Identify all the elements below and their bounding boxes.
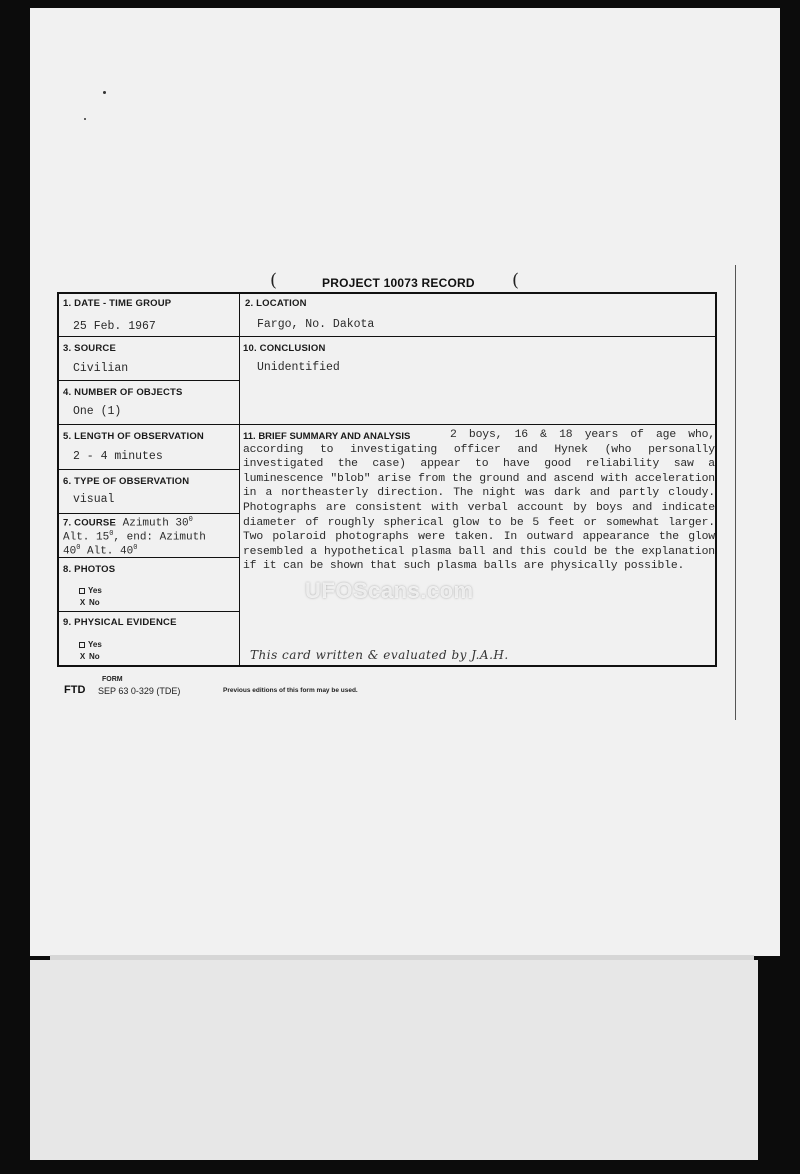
degree-mark: 0 [133,544,138,552]
margin-rule [735,265,736,720]
type-value: visual [73,493,115,506]
row-divider [57,469,239,470]
photos-no-option [79,598,100,607]
physical-no-option [79,652,100,661]
date-label: 1. DATE - TIME GROUP [63,298,172,309]
conclusion-label: 10. CONCLUSION [243,343,326,354]
checkbox-checked-icon: X [79,652,86,662]
row-divider [57,424,717,425]
location-label: 2. LOCATION [245,298,307,309]
source-value: Civilian [73,362,129,375]
lower-sheet [30,960,758,1160]
checkbox-checked-icon: X [79,598,86,608]
footer-note: Previous editions of this form may be used. [223,687,358,694]
speck [84,118,86,120]
checkbox-empty-icon [79,588,85,594]
row-divider [57,513,239,514]
handwritten-signature: This card written & evaluated by J.A.H. [250,648,509,662]
physical-evidence-label: 9. PHYSICAL EVIDENCE [63,617,177,628]
footer-form-code: SEP 63 0-329 (TDE) [98,686,181,696]
course-end-azimuth: 40 [63,545,77,558]
checkbox-empty-icon [79,642,85,648]
footer-form-label: FORM [102,676,123,683]
physical-yes-option [79,640,102,649]
physical-yes-label: Yes [88,640,102,649]
course-line-3 [63,544,137,558]
course-start-azimuth: Azimuth 30 [122,517,189,530]
course-end-label: , end: Azimuth [113,531,206,544]
left-paren: ( [270,270,278,291]
physical-no-label: No [89,652,100,661]
photos-label: 8. PHOTOS [63,564,116,575]
speck [103,91,106,94]
source-label: 3. SOURCE [63,343,117,354]
summary-text: 2 boys, 16 & 18 years of age who, according to investigating officer and Hynek (who personally investigated the case) appear to have good reliability saw a luminescence "blob" arise from the ground and ascend with acceleration in a northeasterly direction. The night was dark and partly cloudy. Photographs are consistent with verbal account by boys and indicate diameter of roughly spherical glow to be 5 feet or somewhat larger. Two polaroid photographs were taken. In outward appearance the glow resembled a hypothetical plasma ball and this could be the explanation if it can be shown that such plasma balls are physically possible. [243,429,715,573]
course-line-1 [63,516,193,530]
degree-mark: 0 [76,544,81,552]
length-label: 5. LENGTH OF OBSERVATION [63,431,204,442]
date-value: 25 Feb. 1967 [73,320,156,333]
row-divider [57,336,717,337]
column-divider [239,292,240,667]
course-start-altitude: Alt. 15 [63,531,110,544]
degree-mark: 0 [109,530,114,538]
length-value: 2 - 4 minutes [73,450,163,463]
objects-value: One (1) [73,405,122,418]
row-divider [57,611,239,612]
photos-no-label: No [89,598,100,607]
footer-ftd: FTD [64,684,86,696]
right-paren: ( [512,270,520,291]
type-label: 6. TYPE OF OBSERVATION [63,476,190,487]
course-line-2 [63,530,206,544]
degree-mark: 0 [188,516,193,524]
watermark: UFOScans.com [305,578,474,603]
course-label: 7. COURSE [63,517,117,529]
location-value: Fargo, No. Dakota [257,318,375,331]
course-end-altitude: Alt. 40 [80,545,134,558]
conclusion-value: Unidentified [257,361,340,374]
record-title: PROJECT 10073 RECORD [322,276,475,290]
row-divider [57,380,239,381]
photos-yes-option [79,586,102,595]
summary-label: 11. BRIEF SUMMARY AND ANALYSIS [243,431,411,442]
photos-yes-label: Yes [88,586,102,595]
objects-label: 4. NUMBER OF OBJECTS [63,387,183,398]
